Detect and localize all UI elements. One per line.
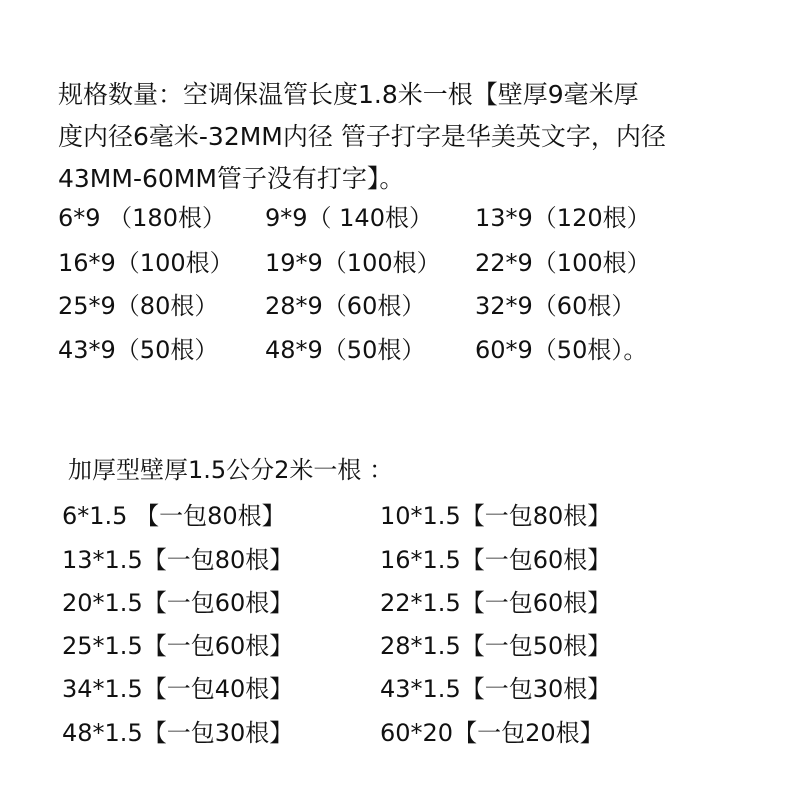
thick-spec-entry: 10*1.5【一包80根】 xyxy=(380,502,612,530)
thick-spec-entry: 48*1.5【一包30根】 xyxy=(62,719,294,747)
thick-heading: 加厚型壁厚1.5公分2米一根 ： xyxy=(68,456,394,484)
thick-spec-entry: 22*1.5【一包60根】 xyxy=(380,589,612,617)
spec-entry: 22*9（100根） xyxy=(475,249,651,277)
thick-spec-entry: 25*1.5【一包60根】 xyxy=(62,632,294,660)
thick-spec-entry: 28*1.5【一包50根】 xyxy=(380,632,612,660)
spec-entry: 60*9（50根）。 xyxy=(475,336,648,364)
spec-entry: 9*9（ 140根） xyxy=(265,204,433,232)
intro-line: 规格数量：空调保温管长度1.8米一根【壁厚9毫米厚 xyxy=(58,80,639,109)
spec-entry: 6*9 （180根） xyxy=(58,204,226,232)
spec-entry: 16*9（100根） xyxy=(58,249,234,277)
spec-entry: 32*9（60根） xyxy=(475,292,636,320)
thick-spec-entry: 16*1.5【一包60根】 xyxy=(380,546,612,574)
thick-spec-entry: 20*1.5【一包60根】 xyxy=(62,589,294,617)
spec-entry: 28*9（60根） xyxy=(265,292,426,320)
intro-line: 43MM-60MM管子没有打字】。 xyxy=(58,164,405,193)
spec-entry: 13*9（120根） xyxy=(475,204,651,232)
spec-entry: 48*9（50根） xyxy=(265,336,426,364)
spec-entry: 19*9（100根） xyxy=(265,249,441,277)
intro-line: 度内径6毫米-32MM内径 管子打字是华美英文字，内径 xyxy=(58,122,666,151)
thick-spec-entry: 43*1.5【一包30根】 xyxy=(380,675,612,703)
spec-entry: 25*9（80根） xyxy=(58,292,219,320)
thick-spec-entry: 34*1.5【一包40根】 xyxy=(62,675,294,703)
spec-entry: 43*9（50根） xyxy=(58,336,219,364)
thick-spec-entry: 6*1.5 【一包80根】 xyxy=(62,502,286,530)
thick-spec-entry: 60*20【一包20根】 xyxy=(380,719,604,747)
thick-spec-entry: 13*1.5【一包80根】 xyxy=(62,546,294,574)
